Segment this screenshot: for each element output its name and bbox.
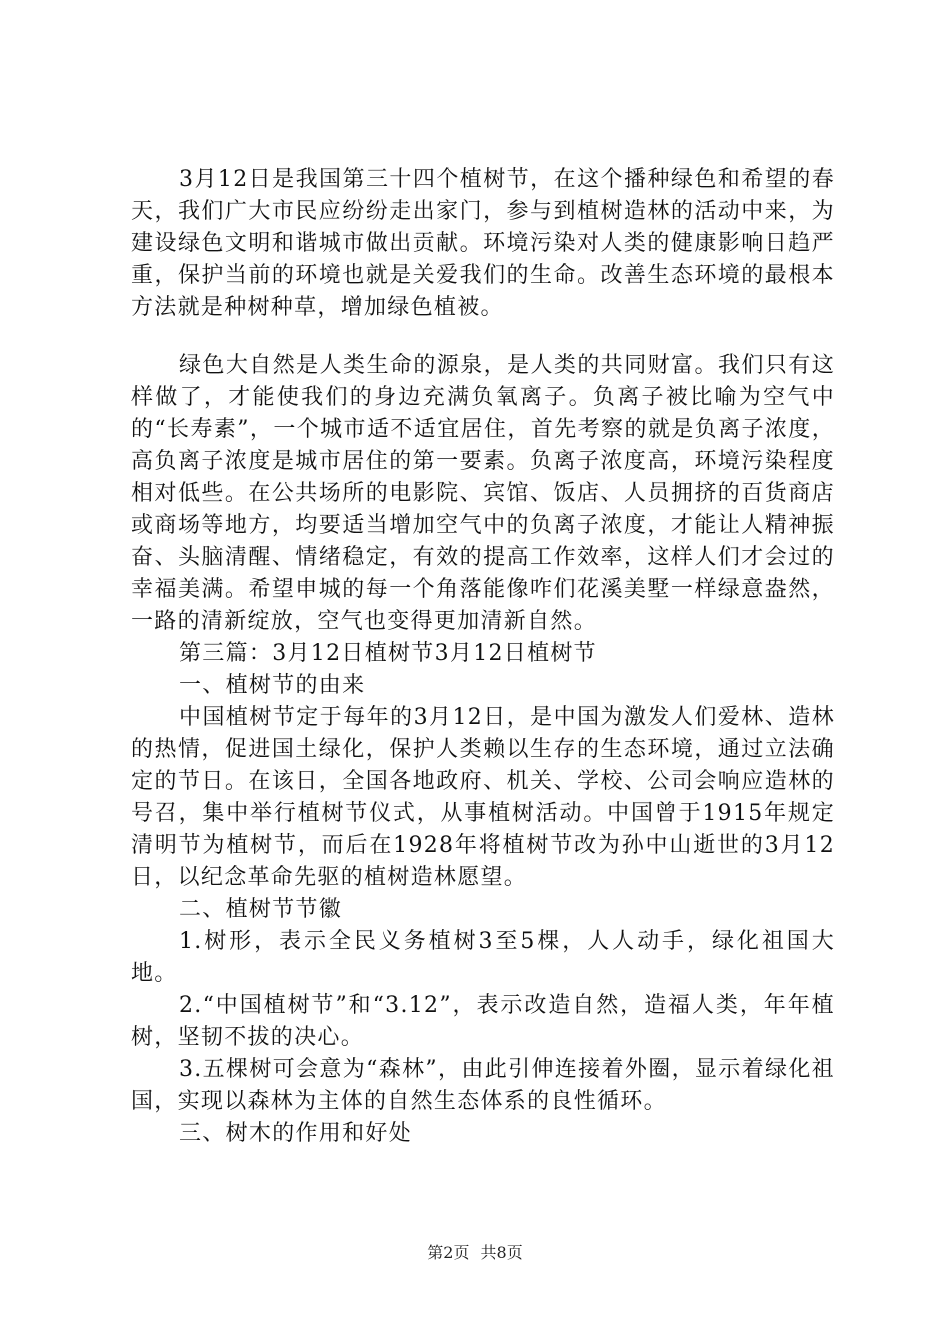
document-body <box>131 164 835 1150</box>
section-heading-part-three: 第三篇：3月12日植树节3月12日植树节 <box>179 641 597 666</box>
paragraph-arbor-day-intro: 3月12日是我国第三十四个植树节，在这个播种绿色和希望的春天，我们广大市民应纷纷走出家门，参与到植树造林的活动中来，为建设绿色文明和谐城市做出贡献。环境污染对人类的健康影响日趋严重，保护当前的环境也就是关爱我们的生命。改善生态环境的最根本方法就是种树种草，增加绿色植被。 <box>131 167 835 320</box>
subheading-tree-benefits: 三、树木的作用和好处 <box>179 1121 413 1146</box>
paragraph-gap <box>131 324 835 350</box>
list-item-emblem-2: 2.“中国植树节”和“3.12”，表示改造自然，造福人类，年年植树，坚韧不拔的决心。 <box>131 993 835 1050</box>
page-footer <box>0 1243 950 1263</box>
subheading-emblem: 二、植树节节徽 <box>179 897 343 922</box>
list-item-emblem-1: 1.树形，表示全民义务植树3至5棵，人人动手，绿化祖国大地。 <box>131 929 835 986</box>
list-item-emblem-3: 3.五棵树可会意为“森林”，由此引伸连接着外圈，显示着绿化祖国，实现以森林为主体的自然生态体系的良性循环。 <box>131 1057 835 1114</box>
paragraph-origin: 中国植树节定于每年的3月12日，是中国为激发人们爱林、造林的热情，促进国土绿化，保护人类赖以生存的生态环境，通过立法确定的节日。在该日，全国各地政府、机关、学校、公司会响应造林的号召，集中举行植树节仪式，从事植树活动。中国曾于1915年规定清明节为植树节，而后在1928年将植树节改为孙中山逝世的3月12日，以纪念革命先驱的植树造林愿望。 <box>131 705 835 890</box>
page-number: 第2页 <box>427 1243 470 1262</box>
subheading-origin: 一、植树节的由来 <box>179 673 366 698</box>
paragraph-nature-ions: 绿色大自然是人类生命的源泉，是人类的共同财富。我们只有这样做了，才能使我们的身边充满负氧离子。负离子被比喻为空气中的“长寿素”，一个城市适不适宜居住，首先考察的就是负离子浓度，高负离子浓度是城市居住的第一要素。负离子浓度高，环境污染程度相对低些。在公共场所的电影院、宾馆、饭店、人员拥挤的百货商店或商场等地方，均要适当增加空气中的负离子浓度，才能让人精神振奋、头脑清醒、情绪稳定，有效的提高工作效率，这样人们才会过的幸福美满。希望申城的每一个角落能像咋们花溪美墅一样绿意盎然，一路的清新绽放，空气也变得更加清新自然。 <box>131 353 835 634</box>
page-total: 共8页 <box>480 1243 523 1262</box>
